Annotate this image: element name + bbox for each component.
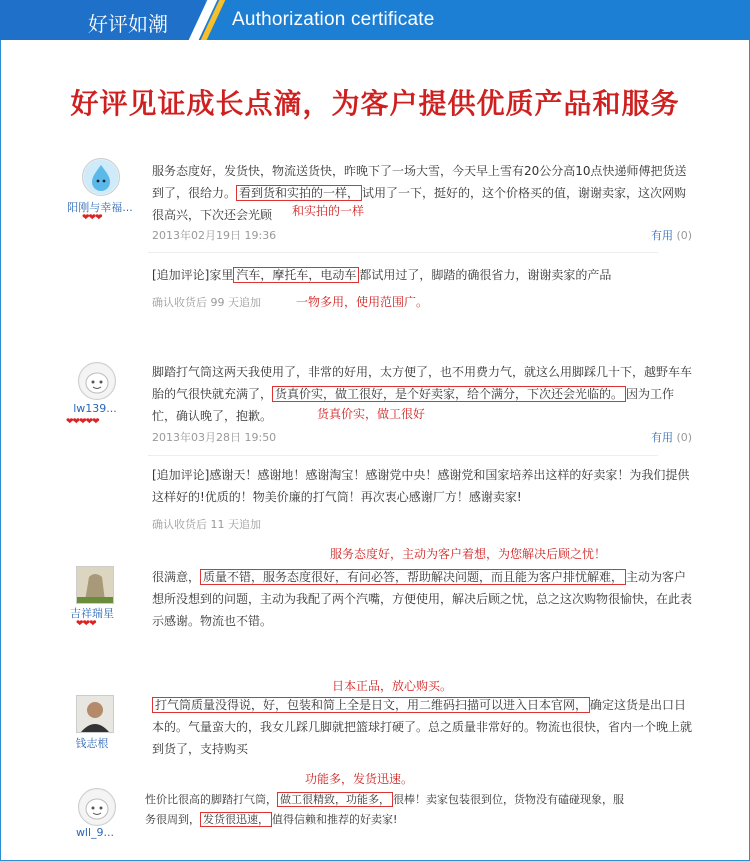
followup-text: [追加评论]感谢天！感谢地！感谢淘宝！感谢党中央！感谢党和国家培养出这样的好卖家！为我们提供这样好的!优质的！物美价廉的打气筒！再次衷心感谢厂方！感谢卖家! xyxy=(152,468,690,504)
highlight-tag: 一物多用，使用范围广。 xyxy=(296,295,429,309)
header-en-title: Authorization certificate xyxy=(232,9,435,30)
water-drop-icon xyxy=(83,159,119,195)
useful-count: (0) xyxy=(676,229,693,242)
highlight-tag: 功能多，发货迅速。 xyxy=(305,772,414,786)
highlight-tag: 货真价实，做工很好 xyxy=(317,407,426,421)
review-text-part: 很棒！卖家包装很到位，货物没有磕碰现象，服务很周到， xyxy=(145,793,624,826)
highlight-tag: 服务态度好，主动为客户着想，为您解决后顾之忧！ xyxy=(330,547,607,561)
reviewer-name[interactable]: wll_9... xyxy=(75,826,115,839)
rating-hearts: ❤❤❤❤❤ xyxy=(66,417,99,427)
highlight-tag: 日本正品，放心购买。 xyxy=(332,679,453,693)
review-text-part: 性价比很高的脚踏打气筒， xyxy=(145,793,277,806)
review-text xyxy=(152,694,692,760)
followup-meta: 确认收货后 99 天追加 xyxy=(152,296,261,309)
header-cn-title: 好评如潮 xyxy=(88,12,168,36)
review-text-part: 很满意， xyxy=(152,570,201,584)
highlight-box: 打气筒质量没得说，好，包装和简上全是日文，用二维码扫描可以进入日本官网， xyxy=(152,697,590,713)
highlight-box: 质量不错，服务态度很好，有问必答，帮助解决问题，而且能为客户排忧解难， xyxy=(200,569,626,585)
avatar[interactable] xyxy=(78,362,116,400)
highlight-box: 货真价实，做工很好，是个好卖家，给个满分，下次还会光临的。 xyxy=(272,386,626,402)
review-text-part: 试用了一下，挺好的，这个价格买的值，谢谢卖家，这次网购很高兴，下次还会光顾 xyxy=(152,186,687,222)
reviewer-name[interactable]: 钱志根 xyxy=(75,737,109,750)
useful-button[interactable] xyxy=(651,227,692,243)
highlight-box: 汽车，摩托车，电动车 xyxy=(233,267,359,283)
rating-hearts: ❤❤❤ xyxy=(82,213,102,223)
divider xyxy=(148,455,658,456)
page-banner: 好评见证成长点滴，为客户提供优质产品和服务 xyxy=(70,87,680,120)
reviewer-name[interactable]: lw139... xyxy=(73,402,117,415)
header-bar xyxy=(0,0,750,40)
reviewer-name[interactable]: 吉祥瑞星 xyxy=(70,607,114,620)
highlight-box: 做工很精致，功能多， xyxy=(277,792,393,807)
review-text-part: 值得信赖和推荐的好卖家! xyxy=(272,813,398,826)
useful-label[interactable]: 有用 xyxy=(651,229,673,242)
followup-text-part: [追加评论]家里 xyxy=(152,268,234,282)
review-text-part: 脚踏打气筒这两天我使用了，非常的好用，太方便了，也不用费力气，就这么用脚踩几十下，越野车车胎的气很快就充满了， xyxy=(152,365,693,401)
divider xyxy=(148,252,658,253)
review-text-part: 确定这货是出口日本的。气量蛮大的，我女儿踩几脚就把篮球打硬了。总之质量非常好的。物流也很快，省内一个晚上就到货了，支持购买 xyxy=(152,698,693,756)
avatar[interactable] xyxy=(82,158,120,196)
followup-meta: 确认收货后 11 天追加 xyxy=(152,518,261,531)
highlight-box: 看到货和实拍的一样， xyxy=(236,185,362,201)
followup-text-part: 都试用过了，脚踏的确很省力，谢谢卖家的产品 xyxy=(359,268,612,282)
review-text xyxy=(145,790,625,830)
review-date: 2013年02月19日 19:36 xyxy=(152,229,277,242)
highlight-box: 发货很迅速， xyxy=(200,812,272,827)
rating-hearts: ❤❤❤ xyxy=(76,619,96,629)
useful-button[interactable] xyxy=(651,429,692,445)
review-text xyxy=(152,566,692,632)
review-date: 2013年03月28日 19:50 xyxy=(152,431,277,444)
useful-label[interactable]: 有用 xyxy=(651,431,673,444)
review-text xyxy=(152,160,692,226)
avatar[interactable] xyxy=(76,695,114,733)
avatar[interactable] xyxy=(76,566,114,604)
default-avatar-icon xyxy=(79,789,115,825)
highlight-tag: 和实拍的一样 xyxy=(292,204,365,218)
review-text-part: 主动为客户想所没想到的问题，主动为我配了两个汽嘴，方便使用，解决后顾之忧，总之这次购物很愉快，在此表示感谢。物流也不错。 xyxy=(152,570,693,628)
user-photo-icon xyxy=(77,696,113,732)
review-text-part: 服务态度好，发货快，物流送货快，昨晚下了一场大雪，今天早上雪有20公分高10点快递师傅把货送到了，很给力。 xyxy=(152,164,687,200)
followup-text xyxy=(152,264,692,286)
reviewer-name[interactable]: 阳刚与幸福... xyxy=(67,201,133,214)
review-text-part: 因为工作忙，确认晚了，抱歉。 xyxy=(152,387,675,423)
default-avatar-icon xyxy=(79,363,115,399)
stone-photo-icon xyxy=(77,567,113,603)
avatar[interactable] xyxy=(78,788,116,826)
useful-count: (0) xyxy=(676,431,693,444)
